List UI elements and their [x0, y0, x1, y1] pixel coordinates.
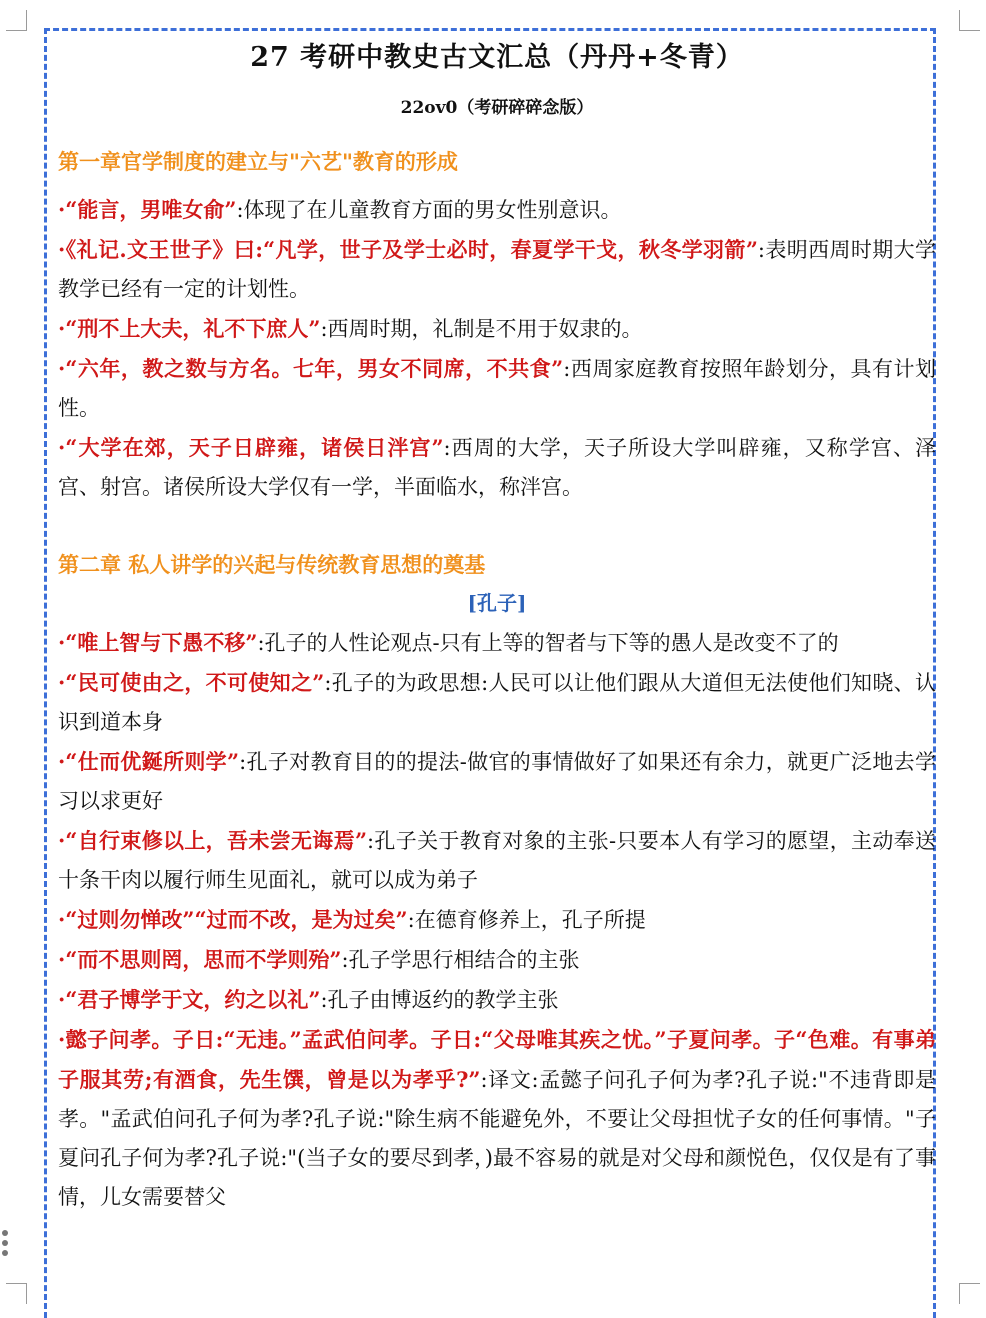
- list-item: ·“自行束修以上，吾未尝无诲焉”:孔子关于教育对象的主张-只要本人有学习的愿望，主动奉送十条干肉以履行师生见面礼，就可以成为弟子: [58, 828, 936, 892]
- list-item: ·“大学在郊，天子日辟雍，诸侯日泮宫”:西周的大学，天子所设大学叫辟雍，又称学宫、泽宫、射宫。诸侯所设大学仅有一学，半面临水，称泮宫。: [58, 435, 937, 499]
- chapter-2-heading: 第二章 私人讲学的兴起与传统教育思想的奠基: [58, 552, 486, 577]
- page-corner-mark: [959, 1283, 980, 1304]
- list-item: ·“而不思则罔，思而不学则殆”:孔子学思行相结合的主张: [58, 947, 580, 972]
- list-item: ·“仕而优鋋所则学”:孔子对教育目的的提法-做官的事情做好了如果还有余力，就更广泛地去学习以求更好: [58, 749, 936, 813]
- page-corner-mark: [959, 10, 980, 31]
- document-subtitle: 22ov0（考研碎碎念版）: [400, 98, 594, 118]
- drag-handle-icon[interactable]: [2, 1230, 10, 1260]
- page-corner-mark: [6, 10, 27, 31]
- section-subheading: [孔子]: [467, 591, 527, 615]
- list-item: ·“唯上智与下愚不移”:孔子的人性论观点-只有上等的智者与下等的愚人是改变不了的: [58, 630, 839, 655]
- document-title: 27 考研中教史古文汇总（丹丹+冬青）: [250, 42, 744, 73]
- list-item: ·“刑不上大夫，礼不下庶人”:西周时期，礼制是不用于奴隶的。: [58, 316, 643, 341]
- list-item: ·“君子博学于文，约之以礼”:孔子由博返约的教学主张: [58, 987, 559, 1012]
- list-item: ·“过则勿惮改”“过而不改，是为过矣”:在德育修养上，孔子所提: [58, 907, 646, 932]
- list-item: ·《礼记.文王世子》曰:“凡学，世子及学士必时，春夏学干戈，秋冬学羽箭”:表明西周时期大学教学已经有一定的计划性。: [58, 237, 937, 301]
- page-corner-mark: [6, 1283, 27, 1304]
- document-body: [58, 36, 936, 1217]
- list-item: ·“民可使由之，不可使知之”:孔子的为政思想:人民可以让他们跟从大道但无法使他们知晓、认识到道本身: [58, 670, 936, 734]
- list-item: ·“能言，男唯女俞”:体现了在儿童教育方面的男女性别意识。: [58, 197, 622, 222]
- list-item: ·“六年，教之数与方名。七年，男女不同席，不共食”:西周家庭教育按照年龄划分，具有计划性。: [58, 356, 937, 420]
- chapter-1-heading: 第一章官学制度的建立与"六艺"教育的形成: [58, 149, 458, 174]
- list-item: ·懿子问孝。子日:“无违。”孟武伯问孝。子日:“父母唯其疾之忧。”子夏问孝。子“色难。有事弟子服其劳;有酒食，先生馔，曾是以为孝乎?”:译文:孟懿子问孔子何为孝?孔子说:"不违背即是孝。"孟武伯问孔子何为孝?孔子说:"除生病不能避免外，不要让父母担忧子女的任何事情。"子夏问孔子何为孝?孔子说:"(当子女的要尽到孝，)最不容易的就是对父母和颜悦色，仅仅是有了事情，儿女需要替父: [58, 1027, 936, 1209]
